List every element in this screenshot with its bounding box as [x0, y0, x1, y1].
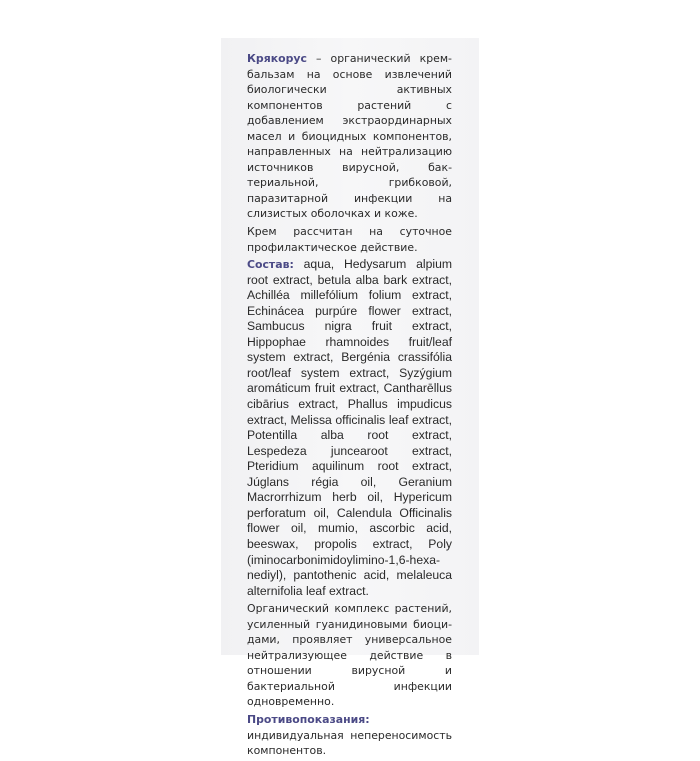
product-label-panel	[221, 38, 479, 758]
composition-text: aqua, Hedysarum alpium root extract, betula alba bark extract, Achilléa millefólium folium extract, Echinácea purpúre flower extract, Sambucus nigra fruit extract, Hippophae rhamnoides fruit/leaf system extract, Bergénia crassifólia root/leaf system extract, Syzýgium aromáticum fruit extract, Cantharēllus cibārius extract, Phallus impudicus extract, Melissa officinalis leaf extract, Potentilla alba root extract, Lespedeza juncearoot extract, Pteridium aquilinum root extract, Júglans régia oil, Geranium Macrorrhizum herb oil, Hypericum perforatum oil, Calendula Officinalis flower oil, mumio, ascorbic acid, beeswax, propolis extract, Poly (iminocarbonimidoylimino-1,6-hexanediyl), pantothenic acid, melaleuca alternifolia leaf extract.	[247, 257, 452, 598]
complex-text: Органический комплекс растений, усиленный гуанидиновыми биоцидами, проявляет универсальное нейтрализующее действие в отношении вирусной и бактериальной инфекции одновременно.	[247, 602, 452, 709]
intro-paragraph	[247, 51, 452, 222]
product-name: Крякорус	[247, 52, 307, 65]
usage-text: Крем рассчитан на суточное профилактическое действие.	[247, 225, 452, 254]
contraindications-paragraph	[247, 712, 452, 759]
intro-text: – органический крем-бальзам на основе извлечений биологически активных компонентов растений с добавлением экстраординарных масел и биоцидных компонентов, направленных на нейтрализацию источников вирусной, бактериальной, грибковой, паразитарной инфекции на слизистых оболочках и коже.	[247, 52, 452, 221]
contraindications-text: индивидуальная непереносимость компонентов.	[247, 728, 452, 758]
composition-paragraph	[247, 257, 452, 599]
complex-paragraph	[247, 601, 452, 710]
usage-paragraph	[247, 224, 452, 255]
contraindications-label: Противопоказания:	[247, 712, 370, 726]
composition-label: Состав:	[247, 258, 294, 272]
label-text-block	[247, 51, 452, 761]
